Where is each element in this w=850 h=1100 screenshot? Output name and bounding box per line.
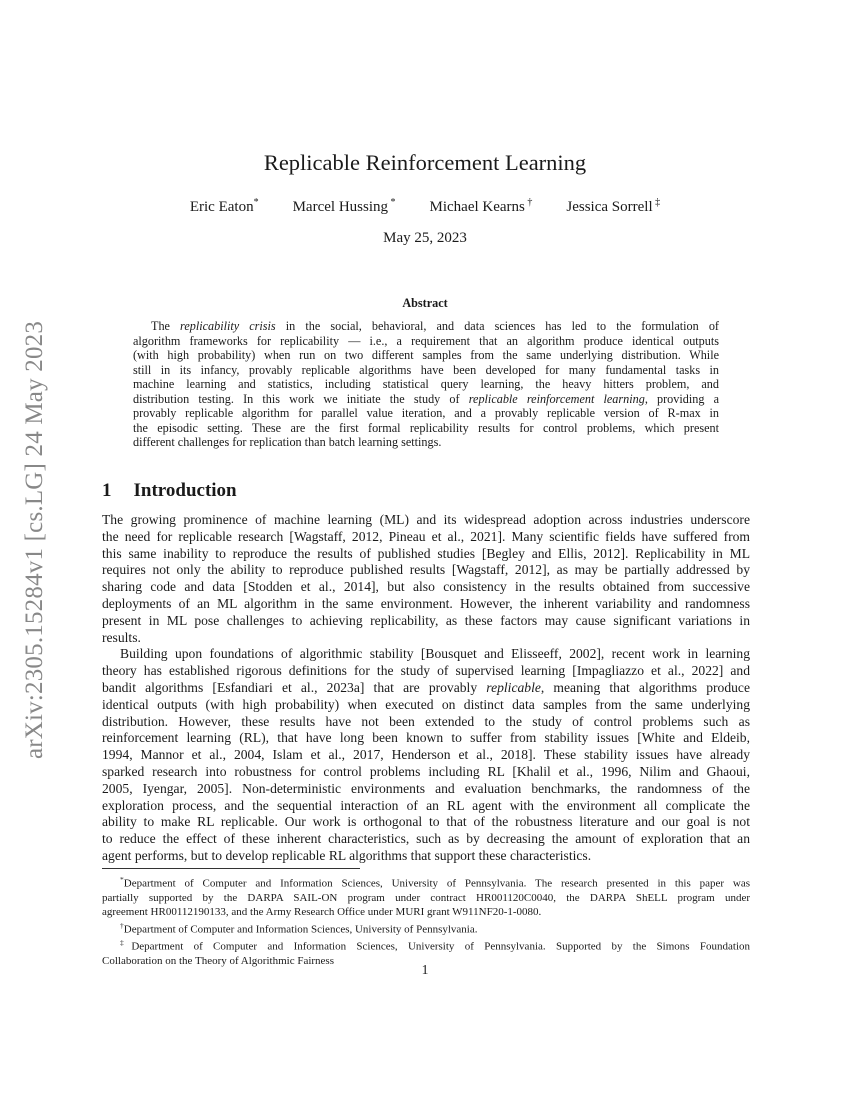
footnote <box>102 919 750 937</box>
text-span: distribution testing. In this work we initiate the study of <box>133 391 469 406</box>
footnotes <box>102 873 750 968</box>
footnote-line: partially supported by the DARPA SAIL-ON program under contract HR001120C0040, the DARPA ShELL program under <box>102 891 750 904</box>
text-line <box>102 529 750 546</box>
text-line <box>102 764 750 781</box>
abstract-heading: Abstract <box>402 296 448 310</box>
text-line <box>102 680 750 697</box>
text-line <box>133 421 719 436</box>
text-span: reinforcement learning (RL), that have long been known to suffer from stability issues [White and Eldeib, <box>102 730 750 746</box>
paper-title: Replicable Reinforcement Learning <box>263 150 587 175</box>
author-name: Michael Kearns <box>429 199 525 215</box>
text-span: distribution. However, these results have not been extended to the study of control problems such as <box>102 713 750 729</box>
text-span: the episodic setting. These are the first formal replicability results for control problems, which present <box>133 420 719 435</box>
section-number: 1 <box>102 480 112 501</box>
footnote-rule <box>102 868 360 869</box>
text-line <box>102 630 750 647</box>
text-line <box>102 814 750 831</box>
text-line <box>102 663 750 680</box>
text-line <box>102 730 750 747</box>
text-line <box>102 798 750 815</box>
author <box>190 197 259 216</box>
page-number: 1 <box>421 962 429 977</box>
text-line <box>102 848 750 865</box>
text-span: sparked research into robustness for control problems including RL [Khalil et al., 1996, Nilim and Ghaoui, <box>102 763 750 779</box>
text-span: The growing prominence of machine learning (ML) and its widespread adoption across industries underscore <box>102 512 750 527</box>
footnote-line: *Department of Computer and Information Sciences, University of Pennsylvania. The research presented in this paper was <box>120 875 750 890</box>
abstract-body <box>133 319 719 450</box>
text-span: bandit algorithms [Esfandiari et al., 2023a] that are provably <box>102 679 487 695</box>
text-span: (with high probability) when run on two different samples from the same underlying distribution. While <box>133 348 719 362</box>
text-line <box>133 363 719 378</box>
author-mark: * <box>388 197 396 208</box>
text-line <box>133 406 719 421</box>
text-line <box>102 831 750 848</box>
text-line <box>102 747 750 764</box>
text-line <box>102 579 750 596</box>
author-name: Eric Eaton <box>189 199 254 215</box>
text-span: algorithm frameworks for replicability — i.e., a requirement that an algorithm produce identical outputs <box>133 333 719 348</box>
text-line <box>102 562 750 579</box>
text-line <box>102 781 750 798</box>
author <box>293 197 396 216</box>
text-span: in the social, behavioral, and data sciences has led to the formulation of <box>275 319 719 333</box>
paper-date: May 25, 2023 <box>383 230 467 246</box>
author-mark: † <box>524 197 533 208</box>
text-line <box>133 319 719 334</box>
text-line <box>102 512 750 529</box>
text-line <box>102 546 750 563</box>
text-span: 1994, Mannor et al., 2004, Islam et al., 2017, Henderson et al., 2018]. These stability issues have already <box>102 747 750 763</box>
text-span: exploration process, and the sequential interaction of an RL agent with the environment all complicate the <box>102 797 750 813</box>
text-span: agent performs, but to develop replicable RL algorithms that support these characteristics. <box>102 847 592 863</box>
text-line <box>102 613 750 630</box>
text-line <box>102 596 750 613</box>
paragraph <box>102 646 750 864</box>
text-span: Building upon foundations of algorithmic stability [Bousquet and Elisseeff, 2002], recent work in learning <box>120 646 750 662</box>
text-span: The <box>151 319 181 333</box>
text-span: present in ML pose challenges to achieving replicability, as these factors may cause significant variations in <box>102 612 750 628</box>
footnote-line: ‡Department of Computer and Information Sciences, University of Pennsylvania. Supported by the Simons Foundation <box>120 938 751 953</box>
section-title: Introduction <box>133 480 237 501</box>
text-span: this same inability to reproduce the results of published studies [Begley and Ellis, 2012]. Replicability in ML <box>102 545 750 561</box>
text-line <box>133 435 719 450</box>
text-span: to reduce the effect of these inherent characteristics, such as by decreasing the amount of exploration that an <box>102 831 750 847</box>
text-span: , providing a <box>644 391 719 406</box>
text-span: results. <box>102 629 141 645</box>
author-name: Jessica Sorrell <box>566 199 653 215</box>
emphasis-text: replicable <box>486 679 541 695</box>
footnote-mark: ‡ <box>120 938 132 948</box>
paragraph <box>102 512 750 646</box>
text-line <box>102 646 750 663</box>
footnote-line: agreement HR00112190133, and the Army Research Office under MURI grant W911NF20-1-0080. <box>102 905 542 918</box>
author-name: Marcel Hussing <box>292 199 388 215</box>
text-span: machine learning and statistics, including statistical query learning, the heavy hitters problem, and <box>133 377 719 391</box>
text-span: the need for replicable research [Wagstaff, 2012, Pineau et al., 2021]. Many scientific fields have suffered from <box>102 528 750 544</box>
section-heading <box>102 480 237 502</box>
text-line <box>133 377 719 392</box>
text-line <box>133 392 719 407</box>
emphasis-text: replicable reinforcement learning <box>468 391 645 406</box>
text-line <box>102 697 750 714</box>
text-span: requires not only the ability to reproduce published results [Wagstaff, 2012], as may be partially addressed by <box>102 562 750 578</box>
text-span: ability to make RL replicable. Our work is orthogonal to that of the robustness literature and our goal is not <box>102 814 750 830</box>
text-span: , meaning that algorithms produce <box>540 679 750 695</box>
text-span: theory has established rigorous definitions for the study of supervised learning [Impagliazzo et al., 2022] and <box>102 663 750 679</box>
text-span: deployments of an ML algorithm in the same environment. However, the inherent variability and randomness <box>102 595 750 611</box>
author-list <box>0 197 850 216</box>
text-span: sharing code and data [Stodden et al., 2014], but also consistency in the results obtained from successive <box>102 579 750 595</box>
author-mark: ‡ <box>652 197 661 208</box>
introduction-body <box>102 512 750 865</box>
author <box>566 197 660 216</box>
text-span: still in its infancy, provably replicable algorithms have been developed for many fundamental tasks in <box>133 362 719 377</box>
footnote-mark: * <box>120 875 124 884</box>
footnote <box>102 873 750 919</box>
text-line <box>133 348 719 363</box>
footnote-mark: † <box>120 920 124 930</box>
text-line <box>133 334 719 349</box>
emphasis-text: replicability crisis <box>180 319 276 333</box>
author <box>430 197 533 216</box>
text-span: provably replicable algorithm for parallel value iteration, and a provably replicable version of R-max in <box>133 406 719 420</box>
text-line <box>102 714 750 731</box>
arxiv-stamp: arXiv:2305.15284v1 [cs.LG] 24 May 2023 <box>21 320 48 760</box>
author-mark: * <box>253 197 259 208</box>
footnote-line: †Department of Computer and Information Sciences, University of Pennsylvania. <box>120 920 478 936</box>
text-span: different challenges for replication than batch learning settings. <box>133 435 442 449</box>
text-span: identical outputs (with high probability) when executed on distinct data samples from the same underlying <box>102 696 750 712</box>
text-span: 2005, Iyengar, 2005]. Non-deterministic environments and evaluation benchmarks, the randomness of the <box>102 780 750 796</box>
footnote-line: Collaboration on the Theory of Algorithmic Fairness <box>102 954 334 967</box>
